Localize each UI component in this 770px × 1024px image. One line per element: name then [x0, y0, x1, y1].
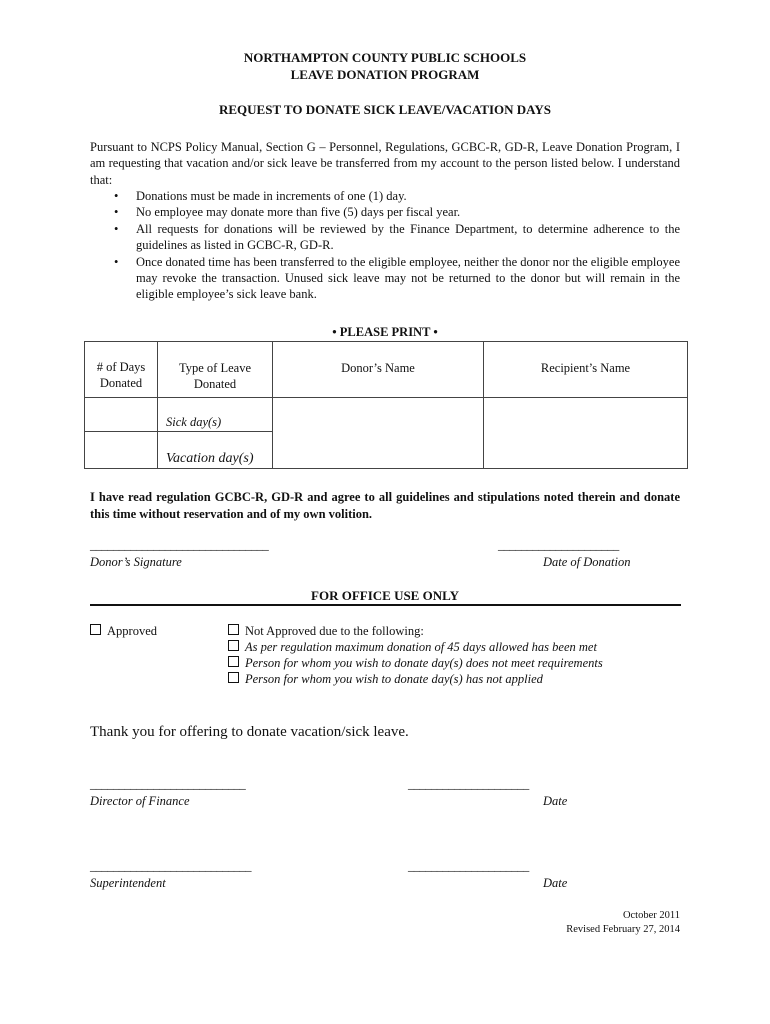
reason-3-label: Person for whom you wish to donate day(s) has not applied — [245, 672, 543, 686]
finance-date-label: Date — [543, 794, 568, 808]
footer-revised-date: Revised February 27, 2014 — [566, 924, 680, 935]
program-title: LEAVE DONATION PROGRAM — [290, 67, 480, 82]
list-item: • Donations must be made in increments of one (1) day. — [90, 188, 680, 204]
reason-option-2[interactable] — [228, 655, 603, 671]
superintendent-signature-label: Superintendent — [90, 876, 166, 890]
footer-dates — [480, 909, 680, 937]
finance-date-line[interactable]: _____________________ — [408, 777, 529, 791]
header-donor-label: Donor’s Name — [341, 361, 415, 375]
header-days — [85, 342, 158, 398]
sick-days-input[interactable] — [85, 398, 158, 432]
header-type-line1: Type of Leave — [178, 361, 251, 375]
office-use-title: FOR OFFICE USE ONLY — [311, 588, 459, 603]
reason-2-label: Person for whom you wish to donate day(s) does not meet requirements — [245, 656, 603, 670]
donor-name-input[interactable] — [273, 398, 484, 469]
finance-signature-line[interactable]: ___________________________ — [90, 777, 246, 791]
reason-1-label: As per regulation maximum donation of 45 days allowed has been met — [245, 640, 597, 654]
district-title: NORTHAMPTON COUNTY PUBLIC SCHOOLS — [243, 50, 527, 65]
header-type-line2: Donated — [193, 377, 237, 391]
form-title: REQUEST TO DONATE SICK LEAVE/VACATION DAYS — [219, 102, 551, 117]
header-type — [158, 342, 273, 398]
agreement-statement: I have read regulation GCBC-R, GD-R and agree to all guidelines and stipulations noted therein and donate this time without reservation and of my own volition. — [90, 490, 680, 521]
finance-signature-label: Director of Finance — [90, 794, 190, 808]
superintendent-signature-line[interactable]: ____________________________ — [90, 859, 251, 873]
approved-checkbox[interactable] — [90, 624, 101, 635]
superintendent-date-line[interactable]: _____________________ — [408, 859, 529, 873]
footer-original-date: October 2011 — [622, 910, 680, 921]
reason-1-checkbox[interactable] — [228, 640, 239, 651]
reason-option-3[interactable] — [228, 671, 543, 687]
header-days-line2: Donated — [99, 376, 143, 390]
not-approved-option[interactable] — [228, 623, 424, 639]
not-approved-label: Not Approved due to the following: — [245, 624, 424, 638]
reason-2-checkbox[interactable] — [228, 656, 239, 667]
donation-date-label: Date of Donation — [543, 555, 631, 569]
donation-table — [84, 341, 688, 469]
donor-signature-label: Donor’s Signature — [90, 555, 182, 569]
vacation-leave-label: Vacation day(s) — [158, 432, 273, 469]
office-divider — [90, 604, 681, 606]
recipient-name-input[interactable] — [484, 398, 688, 469]
header-days-line1: # of Days — [96, 360, 146, 374]
list-item: • All requests for donations will be reviewed by the Finance Department, to determine adherence to the guidelines as listed in GCBC-R, GD-R. — [90, 221, 680, 254]
superintendent-date-label: Date — [543, 876, 568, 890]
not-approved-checkbox[interactable] — [228, 624, 239, 635]
list-item: • Once donated time has been transferred to the eligible employee, neither the donor nor the eligible employee may revoke the transaction. Unused sick leave may not be returned to the donor but will remain in the eligible employee’s sick leave bank. — [90, 254, 680, 303]
donor-signature-line[interactable]: _______________________________ — [90, 538, 269, 552]
vacation-days-input[interactable] — [85, 432, 158, 469]
list-item: • No employee may donate more than five (5) days per fiscal year. — [90, 204, 680, 220]
thank-you-note: Thank you for offering to donate vacation/sick leave. — [90, 724, 409, 740]
sick-leave-label: Sick day(s) — [158, 398, 273, 432]
intro-paragraph: Pursuant to NCPS Policy Manual, Section G – Personnel, Regulations, GCBC-R, GD-R, Leave Donation Program, I am requesting that vacation and/or sick leave be transferred from my account to the person listed below. I understand that: — [90, 140, 680, 187]
header-donor — [273, 342, 484, 398]
conditions-list — [90, 188, 680, 303]
reason-3-checkbox[interactable] — [228, 672, 239, 683]
donation-date-line[interactable]: _____________________ — [498, 538, 619, 552]
header-recipient-label: Recipient’s Name — [540, 361, 631, 375]
approved-option[interactable] — [90, 623, 157, 639]
reason-option-1[interactable] — [228, 639, 597, 655]
please-print-note: • PLEASE PRINT • — [332, 325, 438, 339]
approved-label: Approved — [107, 624, 157, 638]
header-recipient — [484, 342, 688, 398]
